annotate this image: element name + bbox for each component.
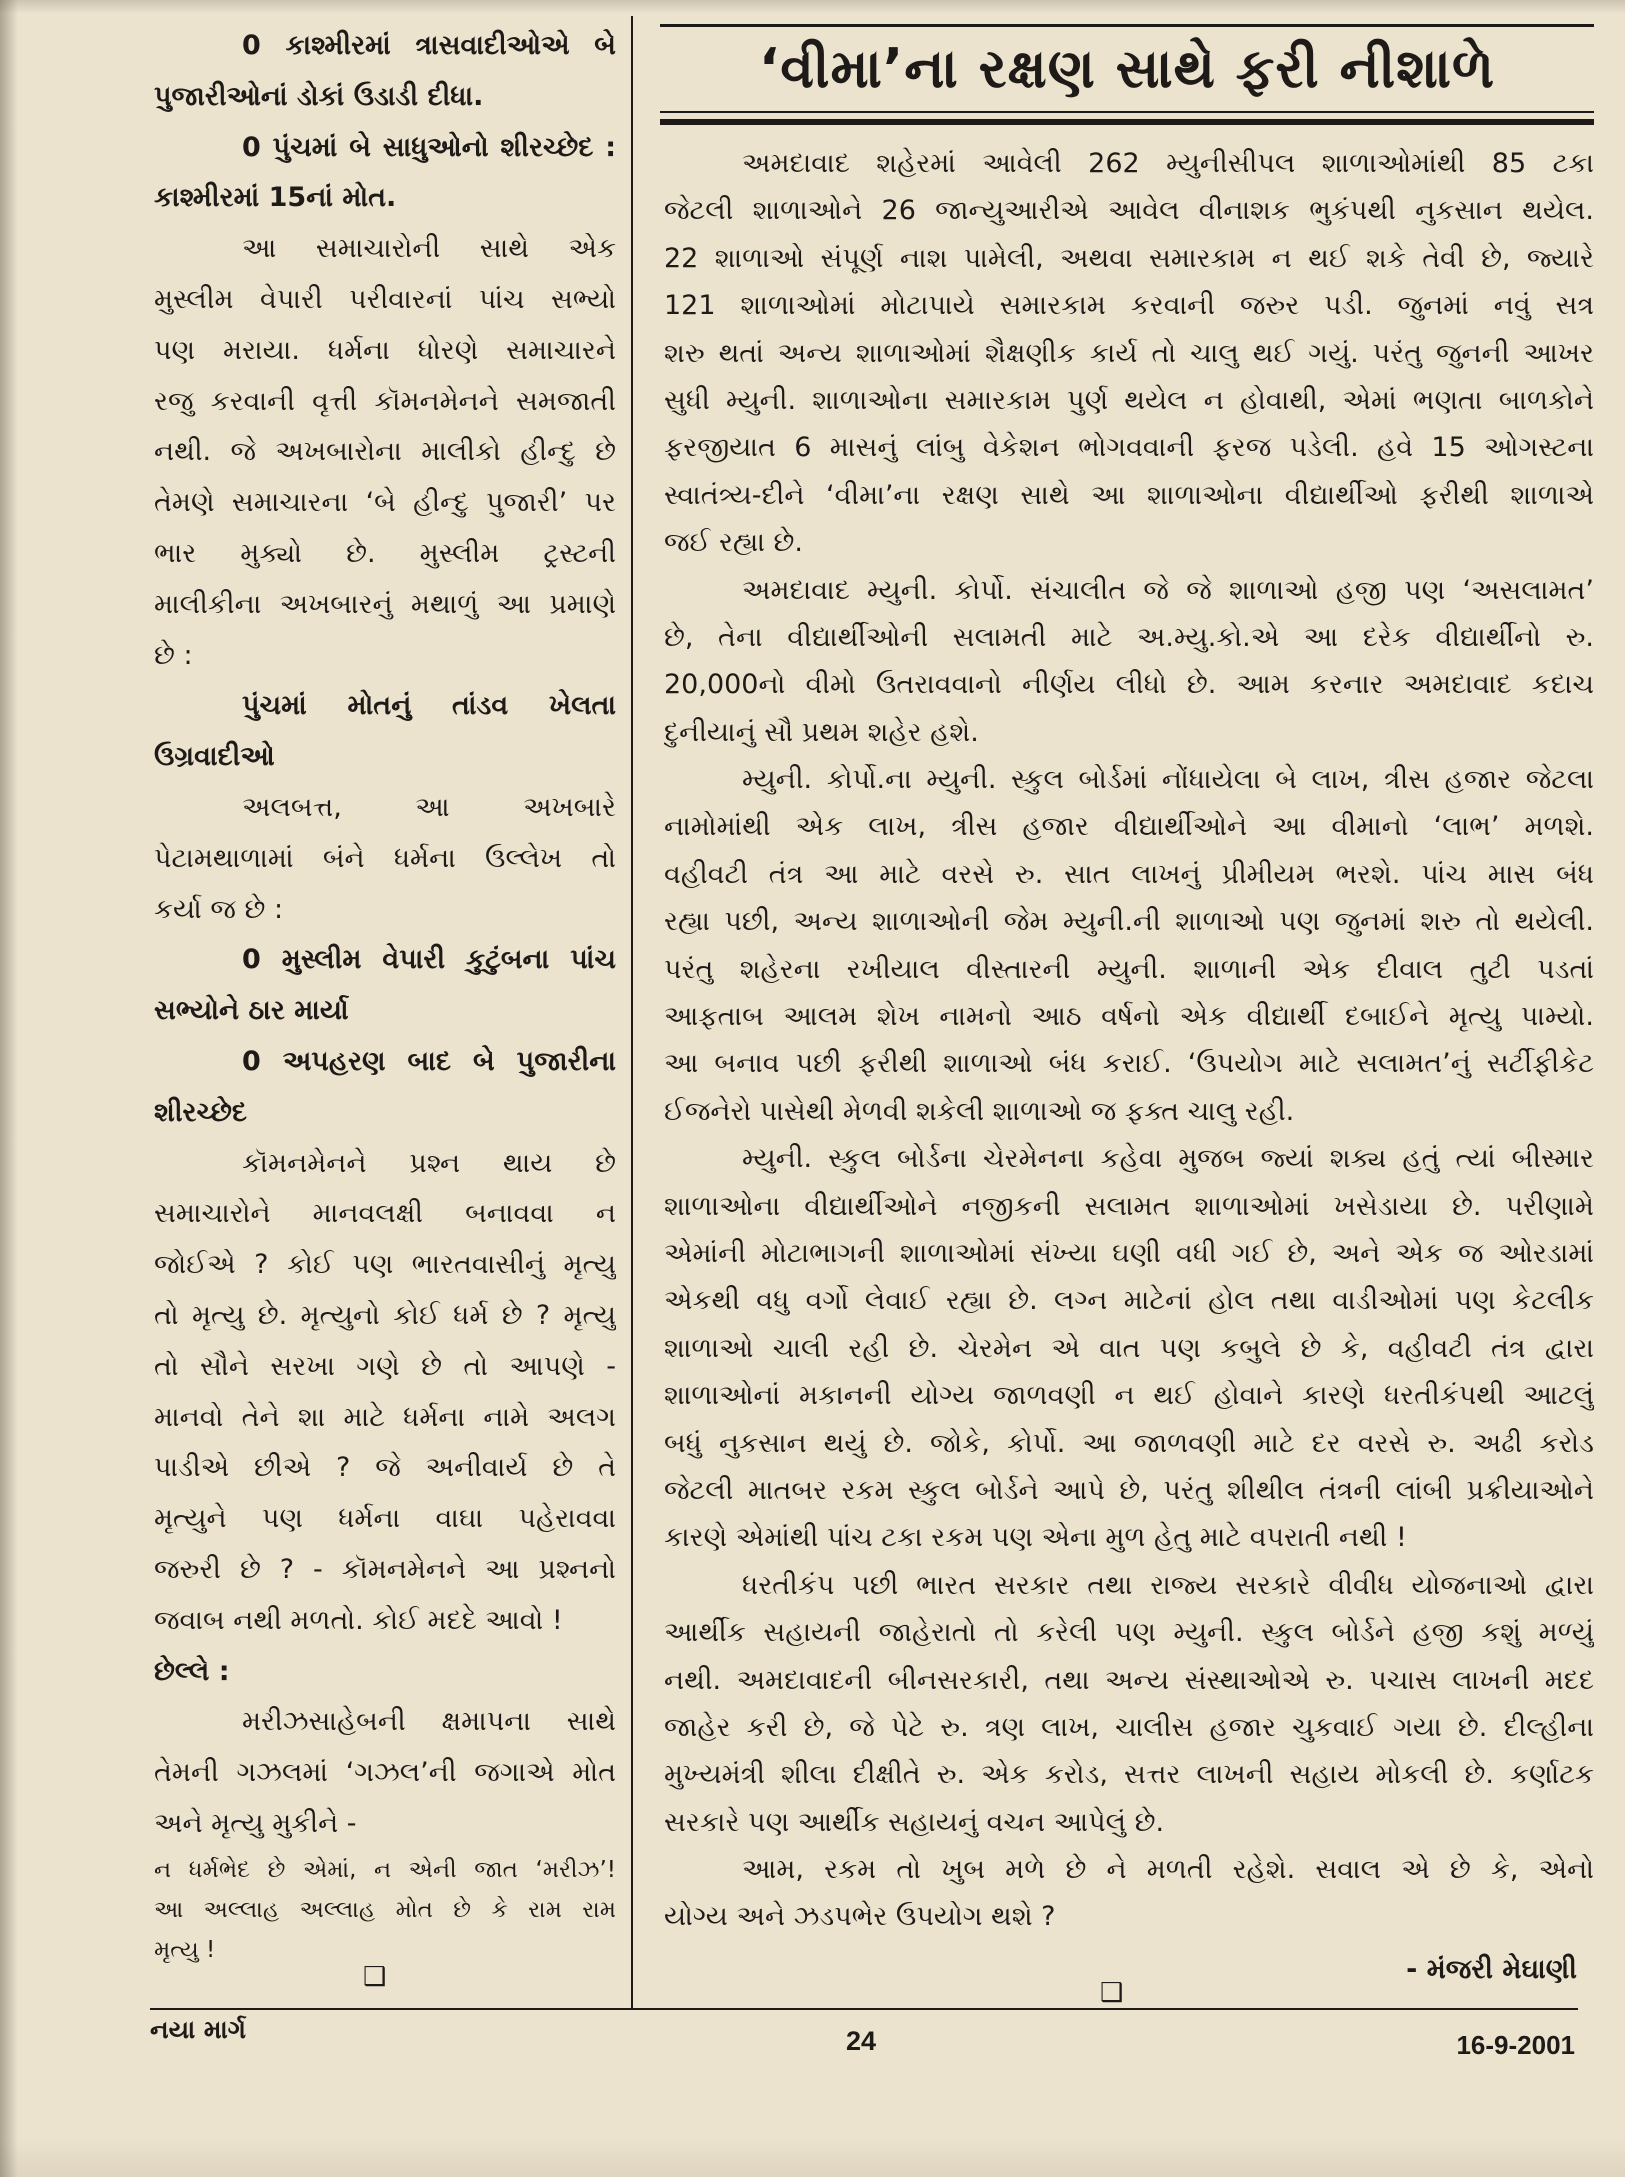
headline-block: [154, 123, 616, 225]
headline-block: [154, 935, 616, 1037]
text-line: તેમની ગઝલમાં ‘ગઝલ’ની જગાએ મોત: [154, 1757, 616, 1789]
text-line: 0 પુંચમાં બે સાધુઓનો શીરચ્છેદ :: [242, 131, 616, 163]
text-line: સુધી મ્યુની. શાળાઓના સમારકામ પુર્ણ થયેલ ન હોવાથી, એમાં ભણતા બાળકોને: [664, 384, 1594, 416]
headline-block: [154, 681, 616, 783]
text-line: આ અલ્લાહ અલ્લાહ મોત છે કે રામ રામ: [154, 1896, 616, 1923]
text-line: શાળાઓનાં મકાનની યોગ્ય જાળવણી ન થઈ હોવાને કારણે ધરતીકંપથી આટલું: [664, 1380, 1594, 1412]
text-line: ભાર મુક્યો છે. મુસ્લીમ ટ્રસ્ટની: [154, 537, 616, 569]
text-line: જોઈએ ? કોઈ પણ ભારતવાસીનું મૃત્યુ: [154, 1249, 616, 1281]
text-line: 0 અપહરણ બાદ બે પુજારીના: [242, 1045, 616, 1077]
text-line: મ્યુની. સ્કુલ બોર્ડના ચેરમેનના કહેવા મુજબ જ્યાં શક્ય હતું ત્યાં બીસ્માર: [742, 1143, 1594, 1175]
text-line: તો સૌને સરખા ગણે છે તો આપણે -: [154, 1350, 616, 1382]
publication-name: નયા માર્ગ: [150, 2015, 246, 2044]
text-line: પાડીએ છીએ ? જે અનીવાર્ય છે તે: [154, 1452, 616, 1484]
text-line: જવાબ નથી મળતો. કોઈ મદદે આવો !: [154, 1604, 563, 1636]
paragraph-block: [154, 1697, 616, 1849]
paragraph-block: [664, 1562, 1594, 1846]
text-line: બધું નુકસાન થયું છે. જોકે, કોર્પો. આ જાળવણી માટે દર વરસે રુ. અઢી કરોડ: [664, 1427, 1594, 1459]
text-line: જરુરી છે ? - કૉમનમેનને આ પ્રશ્નનો: [154, 1553, 616, 1585]
text-line: નામોમાંથી એક લાખ, ત્રીસ હજાર વીદ્યાર્થીઓને આ વીમાનો ‘લાભ’ મળશે.: [664, 811, 1594, 843]
text-line: સભ્યોને ઠાર માર્યા: [154, 995, 349, 1027]
text-line: પરંતુ શહેરના રખીયાલ વીસ્તારની મ્યુની. શાળાની એક દીવાલ તુટી પડતાં: [664, 953, 1594, 985]
text-line: મુખ્યમંત્રી શીલા દીક્ષીતે રુ. એક કરોડ, સત્તર લાખની સહાય મોકલી છે. કર્ણાટક: [664, 1759, 1594, 1791]
text-line: પુજારીઓનાં ડોકાં ઉડાડી દીધા.: [154, 80, 484, 112]
text-line: તેમણે સમાચારના ‘બે હીન્દુ પુજારી’ પર: [154, 487, 616, 519]
text-line: શીરચ્છેદ: [154, 1096, 247, 1128]
text-line: 121 શાળાઓમાં મોટાપાયે સમારકામ કરવાની જરુર પડી. જુનમાં નવું સત્ર: [664, 290, 1594, 322]
verse-block: [154, 1850, 616, 1970]
byline: - મંજરી મેઘાણી: [1406, 1954, 1577, 1985]
text-line: ઉગ્રવાદીઓ: [154, 741, 275, 773]
text-line: મુસ્લીમ વેપારી પરીવારનાં પાંચ સભ્યો: [154, 283, 616, 315]
text-line: યોગ્ય અને ઝડપભેર ઉપયોગ થશે ?: [664, 1901, 1056, 1933]
text-line: મરીઝસાહેબની ક્ષમાપના સાથે: [242, 1706, 616, 1738]
end-of-article-mark: ❑: [1100, 1978, 1124, 2008]
text-line: મૃત્યુને પણ ધર્મના વાઘા પહેરાવવા: [154, 1503, 616, 1535]
text-line: મ્યુની. કોર્પો.ના મ્યુની. સ્કુલ બોર્ડમાં નોંધાયેલા બે લાખ, ત્રીસ હજાર જેટલા: [742, 764, 1594, 796]
text-line: આ સમાચારોની સાથે એક: [242, 233, 616, 265]
text-line: છે, તેના વીદ્યાર્થીઓની સલામતી માટે અ.મ્યુ.કો.એ આ દરેક વીદ્યાર્થીનો રુ.: [664, 621, 1594, 653]
text-line: આમ, રકમ તો ખુબ મળે છે ને મળતી રહેશે. સવાલ એ છે કે, એનો: [742, 1854, 1594, 1886]
footer-rule: [150, 2008, 1578, 2010]
text-line: કાશ્મીરમાં 15નાં મોત.: [154, 182, 397, 214]
text-line: દુનીયાનું સૌ પ્રથમ શહેર હશે.: [664, 716, 979, 748]
column-divider: [631, 16, 633, 2008]
subheading-block: [154, 1647, 616, 1698]
text-line: શરુ થતાં અન્ય શાળાઓમાં શૈક્ષણીક કાર્ય તો ચાલુ થઈ ગયું. પરંતુ જુનની આખર: [664, 337, 1594, 369]
text-line: કૉમનમેનને પ્રશ્ન થાય છે: [242, 1147, 616, 1179]
headline-block: [154, 1037, 616, 1139]
text-line: અમદાવાદ મ્યુની. કોર્પો. સંચાલીત જે જે શાળાઓ હજી પણ ‘અસલામત’: [742, 574, 1594, 606]
text-line: છેલ્લે :: [154, 1655, 230, 1687]
issue-date: 16-9-2001: [1456, 2030, 1575, 2060]
article-body: [664, 140, 1594, 1941]
paragraph-block: [664, 756, 1594, 1135]
text-line: માલીકીના અખબારનું મથાળું આ પ્રમાણે: [154, 588, 616, 620]
text-line: જેટલી શાળાઓને 26 જાન્યુઆરીએ આવેલ વીનાશક ભુકંપથી નુકસાન થયેલ.: [664, 195, 1594, 227]
text-line: આ બનાવ પછી ફરીથી શાળાઓ બંધ કરાઈ. ‘ઉપયોગ માટે સલામત’નું સર્ટીફીકેટ: [664, 1048, 1594, 1080]
text-line: પુંચમાં મોતનું તાંડવ ખેલતા: [242, 690, 616, 722]
text-line: અને મૃત્યુ મુકીને -: [154, 1807, 357, 1839]
headline-block: [154, 21, 616, 123]
page-number: 24: [846, 2026, 877, 2056]
text-line: વહીવટી તંત્ર આ માટે વરસે રુ. સાત લાખનું પ્રીમીયમ ભરશે. પાંચ માસ બંધ: [664, 858, 1594, 890]
text-line: 22 શાળાઓ સંપૂર્ણ નાશ પામેલી, અથવા સમારકામ ન થઈ શકે તેવી છે, જ્યારે: [664, 242, 1594, 274]
text-line: જાહેર કરી છે, જે પેટે રુ. ત્રણ લાખ, ચાલીસ હજાર ચુકવાઈ ગયા છે. દીલ્હીના: [664, 1711, 1594, 1743]
text-line: કર્યા જ છે :: [154, 893, 284, 925]
text-line: મૃત્યુ !: [154, 1936, 216, 1963]
text-line: શાળાઓ ચાલી રહી છે. ચેરમેન એ વાત પણ કબુલે છે કે, વહીવટી તંત્ર દ્વારા: [664, 1332, 1594, 1364]
end-of-article-mark: ❑: [363, 1962, 387, 1992]
paragraph-block: [664, 1846, 1594, 1941]
text-line: ન ધર્મભેદ છે એમાં, ન એની જાત ‘મરીઝ’!: [154, 1856, 616, 1883]
paragraph-block: [664, 1135, 1594, 1562]
article-title-box: [660, 24, 1594, 113]
paragraph-block: [664, 567, 1594, 757]
text-line: ઈજનેરો પાસેથી મેળવી શકેલી શાળાઓ જ ફક્ત ચાલુ રહી.: [664, 1095, 1295, 1127]
text-line: રજુ કરવાની વૃત્તી કૉમનમેનને સમજાતી: [154, 385, 616, 417]
text-line: નથી. જે અખબારોના માલીકો હીન્દુ છે: [154, 436, 616, 468]
left-column: [154, 21, 616, 1970]
text-line: કારણે એમાંથી પાંચ ટકા રકમ પણ એના મુળ હેતુ માટે વપરાતી નથી !: [664, 1522, 1407, 1554]
text-line: જઈ રહ્યા છે.: [664, 527, 803, 559]
paragraph-block: [154, 1139, 616, 1647]
text-line: ધરતીકંપ પછી ભારત સરકાર તથા રાજ્ય સરકારે વીવીધ યોજનાઓ દ્વારા: [742, 1569, 1594, 1601]
text-line: એકથી વધુ વર્ગો લેવાઈ રહ્યા છે. લગ્ન માટેનાં હોલ તથા વાડીઓમાં પણ કેટલીક: [664, 1285, 1594, 1317]
text-line: છે :: [154, 639, 193, 671]
text-line: અમદાવાદ શહેરમાં આવેલી 262 મ્યુનીસીપલ શાળાઓમાંથી 85 ટકા: [742, 148, 1594, 179]
text-line: તો મૃત્યુ છે. મૃત્યુનો કોઈ ધર્મ છે ? મૃત્યુ: [154, 1299, 616, 1331]
text-line: આર્થીક સહાયની જાહેરાતો તો કરેલી પણ મ્યુની. સ્કુલ બોર્ડને હજી કશું મળ્યું: [664, 1617, 1594, 1649]
text-line: 20,000નો વીમો ઉતરાવવાનો નીર્ણય લીધો છે. આમ કરનાર અમદાવાદ કદાચ: [664, 669, 1594, 701]
text-line: શાળાઓના વીદ્યાર્થીઓને નજીકની સલામત શાળાઓમાં ખસેડાયા છે. પરીણામે: [664, 1190, 1594, 1222]
text-line: 0 મુસ્લીમ વેપારી કુટુંબના પાંચ: [242, 944, 616, 976]
text-line: અલબત્ત, આ અખબારે: [242, 791, 616, 823]
text-line: આફતાબ આલમ શેખ નામનો આઠ વર્ષનો એક વીદ્યાર્થી દબાઈને મૃત્યુ પામ્યો.: [664, 1001, 1594, 1033]
article-title: ‘વીમા’ના રક્ષણ સાથે ફરી નીશાળે: [758, 37, 1496, 100]
text-line: પેટામથાળામાં બંને ધર્મના ઉલ્લેખ તો: [154, 842, 616, 874]
title-rule: [660, 119, 1594, 125]
paragraph-block: [664, 140, 1594, 567]
paragraph-block: [154, 783, 616, 935]
text-line: સરકારે પણ આર્થીક સહાયનું વચન આપેલું છે.: [664, 1806, 1165, 1838]
text-line: સ્વાતંત્ર્ય-દીને ‘વીમા’ના રક્ષણ સાથે આ શાળાઓના વીદ્યાર્થીઓ ફરીથી શાળાએ: [664, 479, 1594, 511]
text-line: એમાંની મોટાભાગની શાળાઓમાં સંખ્યા ઘણી વધી ગઈ છે, અને એક જ ઓરડામાં: [664, 1237, 1594, 1269]
text-line: 0 કાશ્મીરમાં ત્રાસવાદીઓએ બે: [242, 30, 616, 61]
paragraph-block: [154, 224, 616, 681]
text-line: પણ મરાયા. ધર્મના ધોરણે સમાચારને: [154, 334, 616, 366]
text-line: માનવો તેને શા માટે ધર્મના નામે અલગ: [154, 1401, 616, 1433]
text-line: નથી. અમદાવાદની બીનસરકારી, તથા અન્ય સંસ્થાઓએ રુ. પચાસ લાખની મદદ: [664, 1664, 1594, 1696]
text-line: સમાચારોને માનવલક્ષી બનાવવા ન: [154, 1198, 616, 1230]
text-line: ફરજીયાત 6 માસનું લાંબુ વેકેશન ભોગવવાની ફરજ પડેલી. હવે 15 ઓગસ્ટના: [664, 432, 1594, 464]
text-line: રહ્યા પછી, અન્ય શાળાઓની જેમ મ્યુની.ની શાળાઓ પણ જુનમાં શરુ તો થયેલી.: [664, 906, 1594, 938]
text-line: જેટલી માતબર રકમ સ્કુલ બોર્ડને આપે છે, પરંતુ શીથીલ તંત્રની લાંબી પ્રક્રીયાઓને: [664, 1474, 1594, 1506]
